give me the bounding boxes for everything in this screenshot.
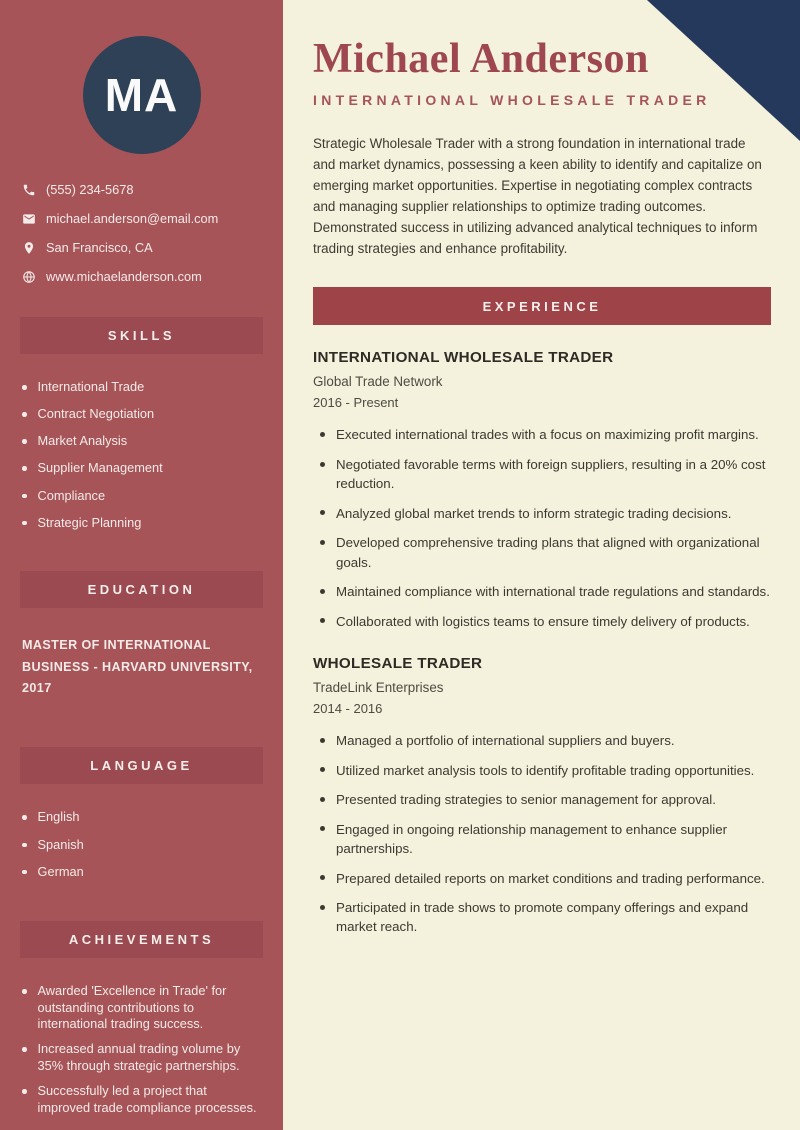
job-bullet: Utilized market analysis tools to identify profitable trading opportunities. (320, 761, 771, 780)
bullet-dot (320, 589, 325, 594)
achievement-item: Increased annual trading volume by 35% through strategic partnerships. (22, 1041, 261, 1074)
language-item: German (22, 864, 261, 881)
skill-item: Market Analysis (22, 433, 261, 450)
phone-number: (555) 234-5678 (46, 182, 134, 197)
bullet-dot (22, 466, 27, 471)
bullet-dot (320, 767, 325, 772)
bullet-dot (22, 989, 27, 994)
job-bullet: Collaborated with logistics teams to ensure timely delivery of products. (320, 612, 771, 631)
job-dates: 2014 - 2016 (313, 701, 383, 716)
language-item: English (22, 809, 261, 826)
sidebar (0, 0, 283, 1130)
job-title: WHOLESALE TRADER (313, 655, 483, 672)
language-section-title: LANGUAGE (90, 758, 193, 774)
bullet-dot (22, 494, 27, 499)
bullet-dot (22, 815, 27, 820)
bullet-dot (22, 521, 27, 526)
professional-summary: Strategic Wholesale Trader with a strong foundation in international trade and market dynamics, possessing a keen ability to identify and capitalize on emerging market opportunities. Expertise in negotiating complex contracts and managing supplier relationships to optimize trading outcomes. Demonstrated success in utilizing advanced analytical techniques to inform trading strategies and enhance profitability. (313, 136, 762, 257)
experience-entry (313, 349, 771, 631)
email-address: michael.anderson@email.com (46, 211, 219, 226)
contact-location (22, 240, 283, 255)
job-bullet: Maintained compliance with international trade regulations and standards. (320, 582, 771, 601)
bullet-dot (320, 797, 325, 802)
experience-section-title: EXPERIENCE (482, 298, 602, 314)
language-item: Spanish (22, 837, 261, 854)
job-bullet: Executed international trades with a focus on maximizing profit margins. (320, 425, 771, 444)
job-bullet: Analyzed global market trends to inform strategic trading decisions. (320, 504, 771, 523)
job-bullet: Participated in trade shows to promote company offerings and expand market reach. (320, 898, 771, 936)
job-title: INTERNATIONAL WHOLESALE TRADER (313, 349, 614, 367)
bullet-dot (320, 826, 325, 831)
achievements-list (22, 983, 261, 1116)
bullet-dot (320, 905, 325, 910)
bullet-dot (22, 843, 27, 848)
job-bullet: Developed comprehensive trading plans that aligned with organizational goals. (320, 533, 771, 571)
job-bullet-list (313, 731, 771, 937)
experience-entry (313, 655, 771, 937)
bullet-dot (22, 1089, 27, 1094)
main-content (283, 0, 800, 1130)
education-section-title: EDUCATION (87, 582, 196, 598)
location-text: San Francisco, CA (46, 240, 153, 255)
job-company: Global Trade Network (313, 374, 443, 390)
job-bullet: Negotiated favorable terms with foreign suppliers, resulting in a 20% cost reduction. (320, 455, 771, 493)
skills-section-title: SKILLS (107, 328, 176, 343)
job-bullet: Managed a portfolio of international suppliers and buyers. (320, 731, 771, 750)
mail-icon (22, 212, 36, 226)
language-list (22, 809, 261, 880)
bullet-dot (320, 510, 325, 515)
location-pin-icon (22, 241, 36, 255)
bullet-dot (320, 875, 325, 880)
job-bullet: Presented trading strategies to senior management for approval. (320, 790, 771, 809)
job-dates: 2016 - Present (313, 395, 399, 411)
skill-item: Supplier Management (22, 460, 261, 477)
language-section-header (20, 747, 263, 784)
globe-icon (22, 270, 36, 284)
skills-list (22, 379, 261, 531)
skills-section-header (20, 317, 263, 354)
contact-email (22, 211, 283, 226)
bullet-dot (320, 738, 325, 743)
page-title: Michael Anderson (313, 36, 649, 82)
bullet-dot (22, 870, 27, 875)
website-url: www.michaelanderson.com (46, 269, 202, 284)
skill-item: Strategic Planning (22, 515, 261, 532)
bullet-dot (320, 540, 325, 545)
skill-item: Compliance (22, 488, 261, 505)
job-bullet: Engaged in ongoing relationship management to enhance supplier partnerships. (320, 820, 771, 858)
job-bullet-list (313, 425, 771, 631)
achievement-item: Awarded 'Excellence in Trade' for outstanding contributions to international trading success. (22, 983, 261, 1032)
job-company: TradeLink Enterprises (313, 680, 444, 695)
bullet-dot (22, 1047, 27, 1052)
phone-icon (22, 183, 36, 197)
skill-item: Contract Negotiation (22, 406, 261, 423)
bullet-dot (320, 432, 325, 437)
bullet-dot (320, 618, 325, 623)
job-bullet: Prepared detailed reports on market conditions and trading performance. (320, 869, 771, 888)
job-role-subtitle: INTERNATIONAL WHOLESALE TRADER (313, 92, 711, 109)
bullet-dot (22, 412, 27, 417)
achievement-item: Successfully led a project that improved trade compliance processes. (22, 1083, 261, 1116)
skill-item: International Trade (22, 379, 261, 396)
avatar-initials: MA (104, 69, 179, 121)
education-degree: MASTER OF INTERNATIONAL BUSINESS - HARVARD UNIVERSITY, 2017 (22, 638, 253, 696)
bullet-dot (22, 385, 27, 390)
education-section-header (20, 571, 263, 608)
achievements-section-header (20, 921, 263, 958)
bullet-dot (22, 439, 27, 444)
contact-website (22, 269, 283, 284)
achievements-section-title: ACHIEVEMENTS (68, 932, 215, 948)
experience-section-header (313, 287, 771, 325)
avatar (83, 36, 201, 154)
contact-section (22, 182, 283, 284)
contact-phone (22, 182, 283, 197)
bullet-dot (320, 462, 325, 467)
